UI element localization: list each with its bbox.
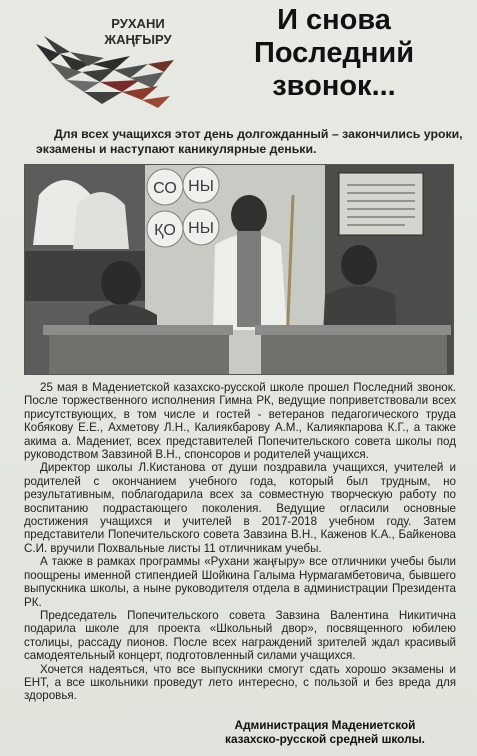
body-paragraph-4: Председатель Попечительского совета Завзина Валентина Никитична подарила школе для проекта «Школьный двор», посвященного юбилею столицы, рассаду пионов. После всех награждений зрителей ждал красивый самодеятельный концерт, подготовленный силами учащихся. [24, 608, 456, 663]
headline-line-3: звонок... [272, 70, 396, 102]
signature-line-1: Администрация Мадениетской [234, 718, 416, 732]
article-signature [200, 718, 450, 746]
balloon-letter-3: ҚО [154, 222, 176, 239]
logo-line-1: РУХАНИ [111, 16, 165, 31]
article-lead: Для всех учащихся этот день долгожданный – закончились уроки, экзамены и наступают каникулярные деньки. [36, 127, 463, 156]
body-paragraph-1: 25 мая в Мадениетской казахско-русской школе прошел Последний звонок. После торжественного исполнения Гимна РК, ведущие поприветствовали всех присутствующих, в том числе и гостей - ветеранов педагогического труда Кобякову Е.Е., Ахметову Л.Н., Калиякбарову А.М., Калиякпарова К.Г., а также акима а. Мадениет, всех представителей Попечительского совета школы под руководством Завзиной В.Н., спонсоров и родителей учащихся. [24, 381, 456, 462]
headline-line-1: И снова [277, 4, 391, 36]
signature-line-2: казахско-русской средней школы. [225, 732, 425, 746]
event-photo [24, 164, 454, 375]
article-body [24, 381, 456, 703]
balloon-letter-1: СО [153, 180, 177, 197]
logo-line-2: ЖАҢҒЫРУ [104, 32, 172, 47]
body-paragraph-2: Директор школы Л.Кистанова от души поздравила учащихся, учителей и родителей с окончанием учебного года, который был трудным, но результативным, поблагодарила всех за совместную творческую работу по воспитанию подрастающего поколения. Ведущие огласили основные достижения учащихся и учителей в 2017-2018 учебном году. Затем представители Попечительского совета Завзина В.Н., Каженов К.А., Байкенова С.И. вручили Похвальные листы 11 отличникам учебы. [24, 461, 456, 555]
article-headline [198, 4, 470, 103]
balloon-letter-2: НЫ [188, 178, 214, 195]
body-paragraph-5: Хочется надеяться, что все выпускники смогут сдать хорошо экзамены и ЕНТ, а все школьники проведут лето интересно, с пользой и без вреда для здоровья. [24, 662, 456, 703]
ceremony-photo-illustration [25, 165, 453, 374]
balloon-letter-4: НЫ [188, 220, 214, 237]
headline-line-2: Последний [253, 37, 415, 69]
body-paragraph-3: А также в рамках программы «Рухани жаңғыру» все отличники учебы были поощрены именной стипендией Шойкина Галыма Нурмагамбетовича, бывшего выпускника школы, а ныне руководителя отдела в администрации Президента РК. [24, 555, 456, 609]
rukhani-zhangyru-logo [30, 14, 180, 114]
logo-text [88, 16, 188, 48]
